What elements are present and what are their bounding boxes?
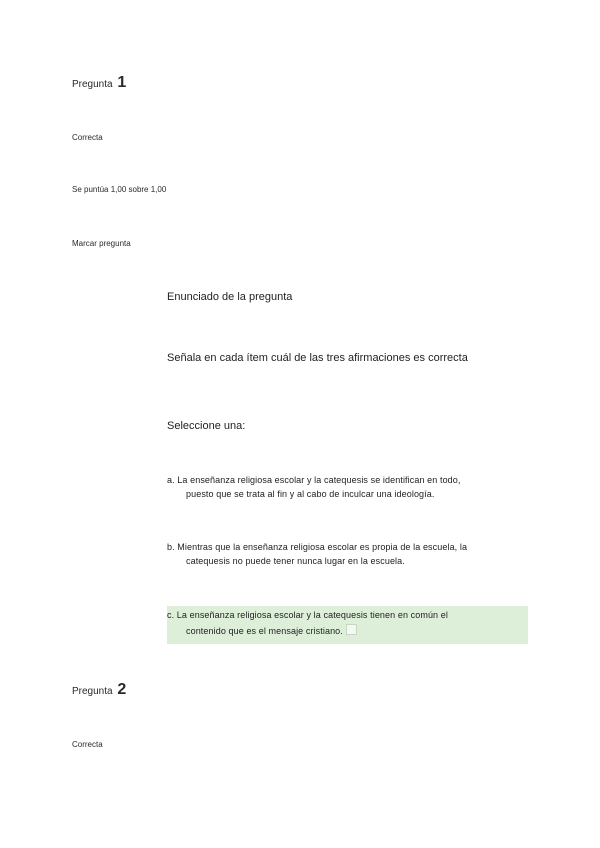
answer-option-b[interactable] — [167, 540, 523, 568]
question-label: Pregunta — [72, 686, 113, 697]
option-text-line2: catequesis no puede tener nunca lugar en la escuela. — [186, 556, 405, 566]
question-score: Se puntúa 1,00 sobre 1,00 — [72, 185, 167, 194]
question-2-heading — [72, 681, 126, 699]
question-number: 2 — [117, 681, 127, 698]
correct-mark-icon — [346, 624, 357, 635]
question-status: Correcta — [72, 133, 103, 142]
option-text-line1: a. La enseñanza religiosa escolar y la catequesis se identifican en todo, — [167, 475, 461, 485]
option-text-line2-text: contenido que es el mensaje cristiano. — [186, 626, 343, 636]
select-one-label: Seleccione una: — [167, 420, 246, 432]
option-text-line1: c. La enseñanza religiosa escolar y la catequesis tienen en común el — [167, 610, 448, 620]
option-text-line2: puesto que se trata al fin y al cabo de inculcar una ideología. — [186, 489, 435, 499]
answer-option-a[interactable] — [167, 473, 523, 501]
option-text-line1: b. Mientras que la enseñanza religiosa escolar es propia de la escuela, la — [167, 542, 468, 552]
question-label: Pregunta — [72, 79, 113, 90]
flag-question-link[interactable]: Marcar pregunta — [72, 239, 131, 248]
question-number: 1 — [117, 74, 127, 91]
option-text-line2 — [167, 622, 528, 640]
question-status: Correcta — [72, 740, 103, 749]
question-prompt: Señala en cada ítem cuál de las tres afirmaciones es correcta — [167, 352, 468, 364]
answer-option-c[interactable] — [167, 606, 528, 644]
question-statement-heading: Enunciado de la pregunta — [167, 291, 293, 303]
question-1-heading — [72, 74, 126, 92]
